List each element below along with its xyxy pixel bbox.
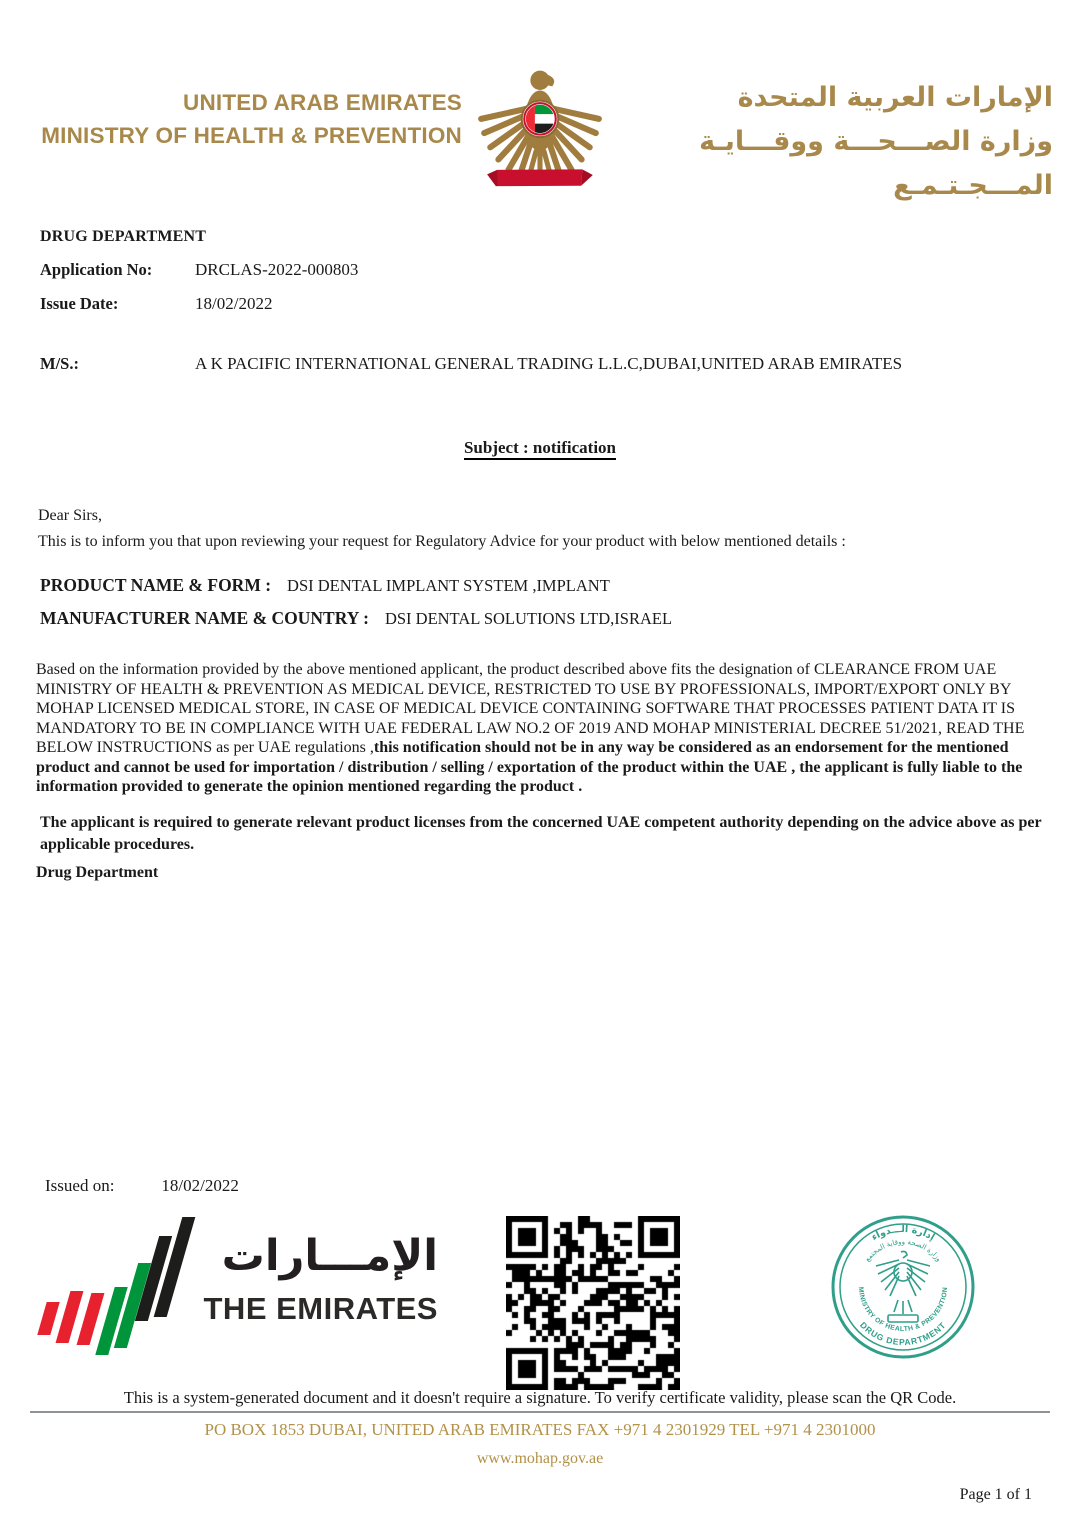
footer-website: www.mohap.gov.ae — [476, 1450, 604, 1467]
application-no-label: Application No: — [40, 260, 153, 279]
body-bold-text: this notification should not be in any way be considered as an endorsement for the mentioned product and cannot be used for importation / distribution / selling / exportation of the product within the UAE , the applicant is fully liable to the information provided to generate the opinion mentioned regarding the product . — [36, 739, 1023, 795]
issued-on-label: Issued on: — [45, 1176, 115, 1195]
messrs-row — [40, 354, 902, 374]
note-paragraph: The applicant is required to generate relevant product licenses from the concerned UAE competent authority depending on the advice above as per applicable procedures. — [40, 814, 1042, 853]
seal-english-ministry: MINISTRY OF HEALTH & PREVENTION — [856, 1286, 950, 1334]
product-name-row — [40, 575, 672, 596]
emirates-logo-arabic: الإمـــارات — [221, 1231, 438, 1281]
issue-date-label: Issue Date: — [40, 294, 119, 313]
header-ar-line1: الإمارات العربية المتحدة — [737, 82, 1053, 113]
drug-department-seal-icon — [828, 1212, 978, 1362]
manufacturer-row — [40, 608, 672, 629]
subject-line — [0, 438, 1080, 458]
subject-text: Subject : notification — [464, 438, 616, 460]
flag-bar — [37, 1302, 59, 1335]
issued-on-date: 18/02/2022 — [161, 1176, 239, 1195]
seal-arabic-top: إدارة الـــدواء — [869, 1224, 937, 1244]
header-ar-line2: وزارة الصـــحـــة ووقـــايـة المـــجـتـمـع — [699, 126, 1053, 201]
intro-sentence: This is to inform you that upon reviewing your request for Regulatory Advice for your product with below mentioned details : — [38, 533, 846, 550]
product-name-label: PRODUCT NAME & FORM : — [40, 575, 272, 595]
manufacturer-value: DSI DENTAL SOLUTIONS LTD,ISRAEL — [384, 609, 673, 628]
signature-department: Drug Department — [36, 864, 159, 881]
svg-text:DRUG DEPARTMENT — [858, 1320, 948, 1347]
ministry-name-english — [27, 58, 462, 152]
issue-date-row — [40, 294, 902, 314]
footer-address: PO BOX 1853 DUBAI, UNITED ARAB EMIRATES FAX +971 4 2301929 TEL +971 4 2301000 — [204, 1420, 876, 1439]
body-normal-text: Based on the information provided by the above mentioned applicant, the product described above fits the designation of CLEARANCE FROM UAE MINISTRY OF HEALTH & PREVENTION AS MEDICAL DEVICE, RESTRICTED TO USE BY PROFESSIONALS, IMPORT/EXPORT ONLY BY MOHAP LICENSED MEDICAL STORE, IN CASE OF MEDICAL DEVICE CONTAINING SOFTWARE THAT PROCESSES PATIENT DATA IT IS MANDATORY TO BE IN COMPLIANCE WITH UAE FEDERAL LAW NO.2 OF 2019 AND MOHAP MINISTERIAL DECREE 51/2021, READ THE BELOW INSTRUCTIONS as per UAE regulations , — [36, 661, 1025, 756]
application-meta — [40, 228, 902, 374]
seal-english-department: DRUG DEPARTMENT — [858, 1319, 948, 1348]
qr-code — [506, 1216, 680, 1390]
product-details — [40, 575, 672, 641]
salutation: Dear Sirs, — [38, 507, 102, 524]
uae-falcon-emblem-icon — [474, 58, 606, 196]
emirates-logo-english: THE EMIRATES — [203, 1291, 438, 1326]
messrs-value: A K PACIFIC INTERNATIONAL GENERAL TRADING L.L.C,DUBAI,UNITED ARAB EMIRATES — [195, 354, 903, 373]
emirates-flag-bars-icon — [40, 1215, 200, 1373]
department-title: DRUG DEPARTMENT — [40, 228, 207, 245]
ministry-name-arabic — [618, 58, 1053, 208]
document-header — [0, 58, 1080, 208]
product-name-value: DSI DENTAL IMPLANT SYSTEM ,IMPLANT — [287, 576, 610, 595]
system-generated-note: This is a system-generated document and it doesn't require a signature. To verify certificate validity, please scan the QR Code. — [123, 1388, 957, 1407]
emirates-logo-text — [190, 1223, 438, 1329]
issue-date-value: 18/02/2022 — [195, 294, 273, 313]
application-no-value: DRCLAS-2022-000803 — [195, 260, 359, 279]
body-paragraph — [36, 660, 1046, 797]
application-no-row — [40, 260, 902, 280]
messrs-label: M/S.: — [40, 354, 79, 373]
seal-arabic-ministry: وزارة الصحة ووقاية المجتمع — [863, 1238, 943, 1264]
letter-opening — [38, 503, 846, 555]
the-emirates-logo — [40, 1215, 438, 1375]
page-number: Page 1 of 1 — [959, 1486, 1032, 1503]
issued-on-row — [45, 1176, 239, 1196]
manufacturer-label: MANUFACTURER NAME & COUNTRY : — [40, 608, 369, 628]
footer-divider — [30, 1411, 1050, 1413]
header-en-line1: UNITED ARAB EMIRATES — [183, 90, 462, 115]
seal-falcon-icon — [876, 1251, 930, 1322]
header-en-line2: MINISTRY OF HEALTH & PREVENTION — [41, 123, 462, 148]
